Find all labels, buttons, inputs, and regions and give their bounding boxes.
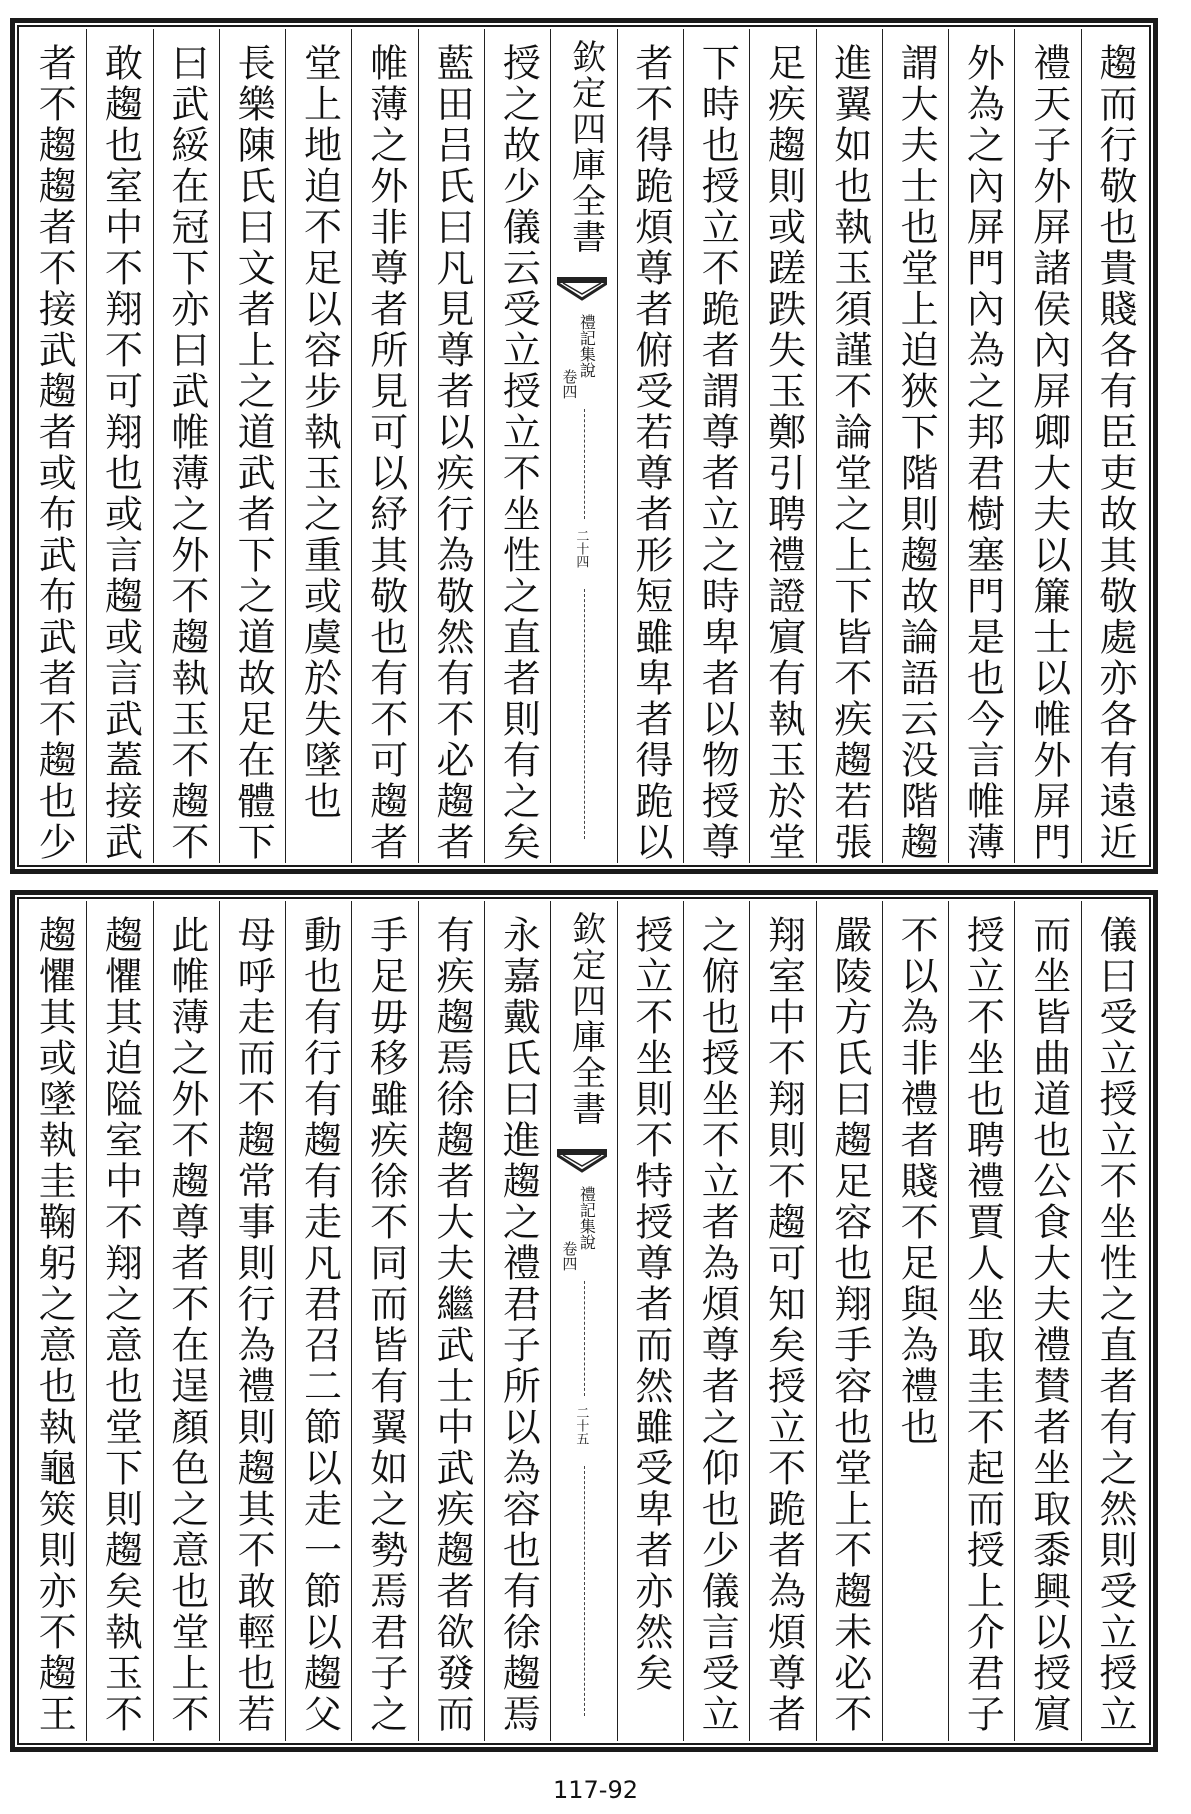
text-column: 此帷薄之外不趨尊者不在逞顏色之意也堂上不	[153, 901, 219, 1741]
text-column: 藍田吕氏曰凡見尊者以疾行為敬然有不必趨者	[418, 29, 484, 863]
center-banner	[550, 901, 616, 1741]
book-title: 禮記集說	[577, 314, 597, 378]
fishtail-mark-icon	[557, 277, 607, 301]
text-column: 趨懼其迫隘室中不翔之意也堂下則趨矣執玉不	[86, 901, 152, 1741]
divider	[584, 1466, 585, 1716]
text-column: 永嘉戴氏曰進趨之禮君子所以為容也有徐趨焉	[484, 901, 550, 1741]
divider	[584, 589, 585, 839]
text-column: 母呼走而不趨常事則行為禮則趨其不敢輕也若	[219, 901, 285, 1741]
text-column: 下時也授立不跪者謂尊者立之時卑者以物授尊	[683, 29, 749, 863]
text-column: 者不得跪煩尊者俯受若尊者形短雖卑者得跪以	[617, 29, 683, 863]
page-bottom-panel	[10, 890, 1158, 1752]
center-banner	[550, 29, 616, 863]
leaf-number: 二十五	[573, 1406, 589, 1445]
text-column: 堂上地迫不足以容步執玉之重或虞於失墜也	[285, 29, 351, 863]
text-column: 足疾趨則或蹉跌失玉鄭引聘禮證賔有執玉於堂	[749, 29, 815, 863]
page-top-panel	[10, 18, 1158, 874]
text-column: 有疾趨焉徐趨者大夫繼武士中武疾趨者欲發而	[418, 901, 484, 1741]
text-column: 手足毋移雖疾徐不同而皆有翼如之勢焉君子之	[351, 901, 417, 1741]
text-column: 翔室中不翔則不趨可知矣授立不跪者為煩尊者	[749, 901, 815, 1741]
text-column: 者不趨趨者不接武趨者或布武布武者不趨也少	[32, 43, 77, 863]
text-column: 不以為非禮者賤不足與為禮也	[882, 901, 948, 1741]
text-column: 授立不坐也聘禮賈人坐取圭不起而授上介君子	[948, 901, 1014, 1741]
text-column: 儀曰受立授立不坐性之直者有之然則受立授立	[1081, 901, 1147, 1741]
text-columns	[21, 29, 1147, 863]
divider	[584, 1281, 585, 1396]
text-column: 敢趨也室中不翔不可翔也或言趨或言武蓋接武	[86, 29, 152, 863]
text-column: 進翼如也執玉須謹不論堂之上下皆不疾趨若張	[816, 29, 882, 863]
text-column: 而坐皆曲道也公食大夫禮賛者坐取黍興以授賔	[1014, 901, 1080, 1741]
text-column: 授立不坐則不特授尊者而然雖受卑者亦然矣	[617, 901, 683, 1741]
divider	[584, 409, 585, 519]
fishtail-mark-icon	[557, 1149, 607, 1173]
text-columns	[21, 901, 1147, 1741]
text-column: 帷薄之外非尊者所見可以紓其敬也有不可趨者	[351, 29, 417, 863]
leaf-number: 二十四	[573, 529, 589, 568]
text-column: 曰武綏在冠下亦曰武帷薄之外不趨執玉不趨不	[153, 29, 219, 863]
text-column: 長樂陳氏曰文者上之道武者下之道故足在體下	[219, 29, 285, 863]
page-footer-number: 117-92	[552, 1776, 638, 1804]
banner-title: 欽定四庫全書	[565, 911, 606, 1127]
volume-label: 卷四	[560, 1241, 579, 1271]
volume-label: 卷四	[560, 369, 579, 399]
text-column: 之俯也授坐不立者為煩尊者之仰也少儀言受立	[683, 901, 749, 1741]
banner-title: 欽定四庫全書	[565, 39, 606, 255]
text-column: 嚴陵方氏曰趨足容也翔手容也堂上不趨未必不	[816, 901, 882, 1741]
text-column: 謂大夫士也堂上迫狹下階則趨故論語云没階趨	[882, 29, 948, 863]
text-column: 趨而行敬也貴賤各有臣吏故其敬處亦各有遠近	[1081, 29, 1147, 863]
book-title: 禮記集說	[577, 1186, 597, 1250]
text-column: 動也有行有趨有走凡君召二節以走一節以趨父	[285, 901, 351, 1741]
text-column: 禮天子外屏諸侯內屏卿大夫以簾士以帷外屏門	[1014, 29, 1080, 863]
text-column: 授之故少儀云受立授立不坐性之直者則有之矣	[484, 29, 550, 863]
text-column: 趨懼其或墜執圭鞠躬之意也執龜筴則亦不趨王	[32, 915, 77, 1735]
text-column: 外為之內屏門內為之邦君樹塞門是也今言帷薄	[948, 29, 1014, 863]
